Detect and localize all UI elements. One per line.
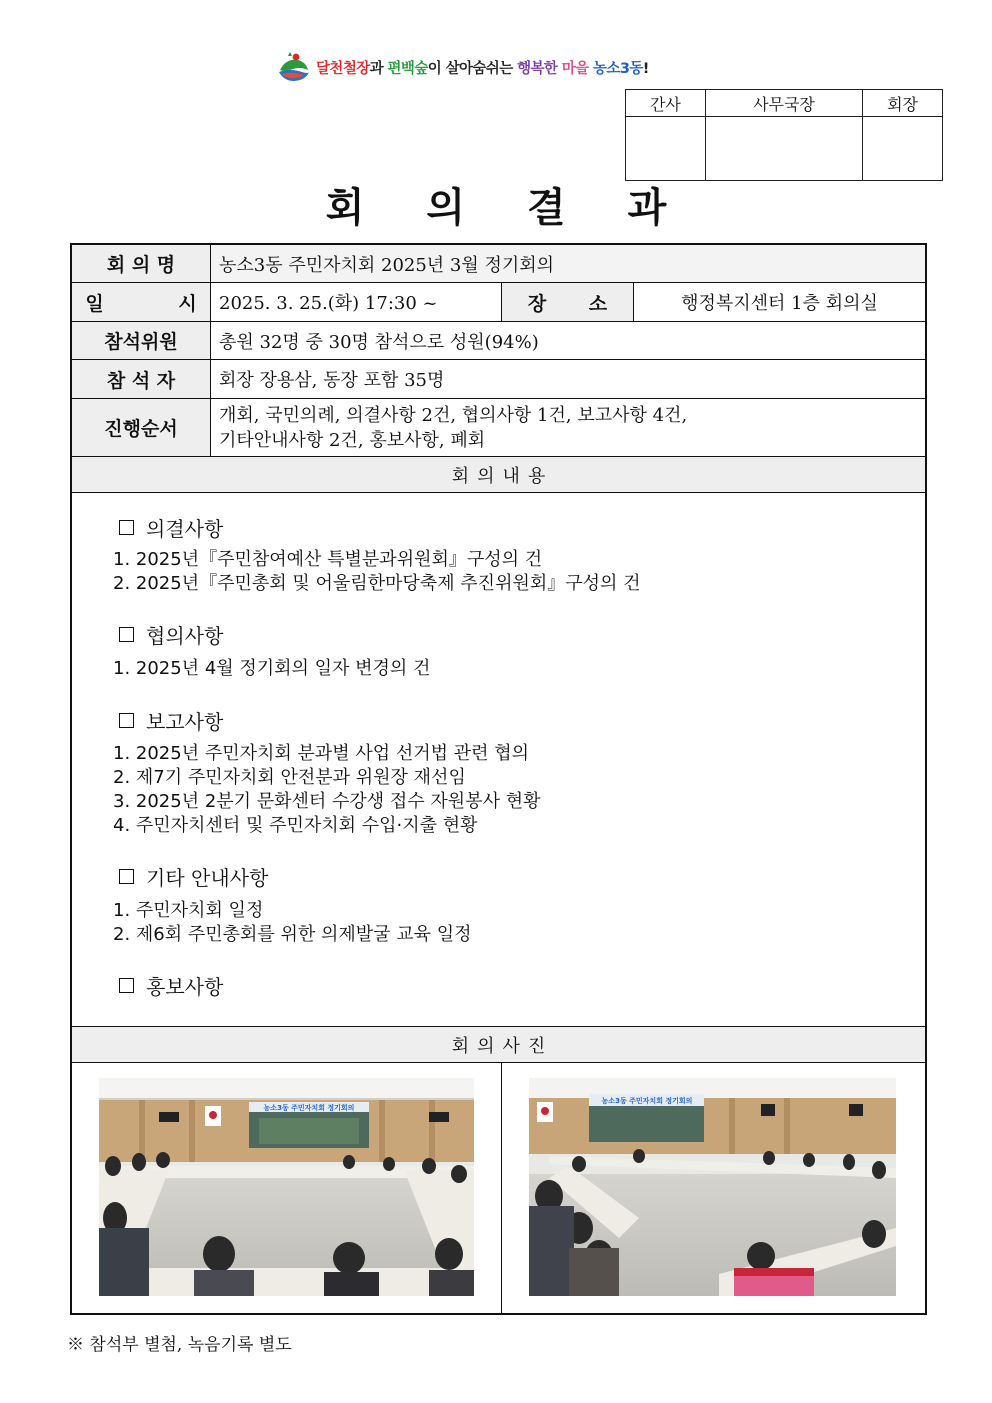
photo-cell-left: [72, 1063, 502, 1313]
row-participants: [72, 360, 925, 399]
checkbox-icon: [119, 978, 134, 993]
section-other: [119, 862, 268, 891]
slogan-part: !: [642, 60, 649, 77]
approval-sign-director[interactable]: [705, 117, 862, 181]
photo-cell-right: [502, 1063, 925, 1313]
slogan-part: 과: [369, 60, 388, 77]
value-agenda-order: [211, 399, 925, 456]
list-item: 2. 2025년『주민총회 및 어울림한마당축제 추진위원회』구성의 건: [113, 573, 641, 594]
meeting-photos: [72, 1063, 925, 1313]
photo-banner-text: 농소3동 주민자치회 정기회의: [263, 1104, 355, 1112]
checkbox-icon: [119, 869, 134, 884]
approval-header-secretary: 간사: [626, 90, 706, 117]
checkbox-icon: [119, 520, 134, 535]
agenda-order-line: 기타안내사항 2건, 홍보사항, 폐회: [219, 429, 486, 451]
value-meeting-name: 농소3동 주민자치회 2025년 3월 정기회의: [211, 245, 925, 282]
approval-box: [625, 89, 943, 181]
label-participants: 참 석 자: [72, 360, 211, 398]
value-attendance: 총원 32명 중 30명 참석으로 성원(94%): [219, 331, 539, 353]
section-title: 협의사항: [146, 624, 224, 648]
footnote: ※ 참석부 별첨, 녹음기록 별도: [67, 1335, 292, 1355]
list-item: 1. 2025년 주민자치회 분과별 사업 선거법 관련 협의: [113, 743, 530, 764]
section-header-content: 회의내용: [72, 457, 925, 493]
list-item: 1. 2025년 4월 정기회의 일자 변경의 건: [113, 658, 431, 679]
approval-sign-chair[interactable]: [863, 117, 943, 181]
slogan-header: [276, 50, 649, 84]
row-agenda-order: [72, 399, 925, 457]
meeting-photo[interactable]: [529, 1078, 896, 1296]
slogan-part: 농소3동: [593, 60, 643, 77]
section-promo: [119, 971, 223, 1000]
value-place: 행정복지센터 1층 회의실: [681, 293, 878, 314]
section-consultation: [119, 620, 223, 649]
section-header-photos: 회의사진: [72, 1027, 925, 1063]
meeting-content: [72, 493, 925, 1027]
approval-header-chair: 회장: [863, 90, 943, 117]
list-item: 3. 2025년 2분기 문화센터 수강생 접수 자원봉사 현황: [113, 791, 541, 812]
section-report: [119, 706, 223, 735]
slogan-part: 마을: [561, 60, 594, 77]
label-agenda-order: 진행순서: [72, 399, 211, 456]
label-attendance: 참석위원: [72, 322, 211, 359]
section-title: 의결사항: [146, 517, 224, 541]
slogan-text: [316, 57, 649, 78]
photo-banner-text: 농소3동 주민자치회 정기회의: [601, 1097, 693, 1105]
label-place: [502, 283, 634, 321]
slogan-part: 이 살아숨쉬는: [427, 60, 518, 77]
meeting-photo[interactable]: [99, 1078, 474, 1296]
section-title: 기타 안내사항: [146, 866, 269, 890]
list-item: 2. 제7기 주민자치회 안전분과 위원장 재선임: [113, 767, 466, 788]
list-item: 1. 주민자치회 일정: [113, 900, 264, 921]
approval-sign-secretary[interactable]: [626, 117, 706, 181]
list-item: 1. 2025년『주민참여예산 특별분과위원회』구성의 건: [113, 549, 543, 570]
value-date: 2025. 3. 25.(화) 17:30 ~: [211, 283, 502, 321]
list-item: 4. 주민자치센터 및 주민자치회 수입·지출 현황: [113, 815, 478, 836]
value-participants: 회장 장용삼, 동장 포함 35명: [219, 370, 445, 391]
section-title: 보고사항: [146, 710, 224, 734]
label-date-text: 일 시: [85, 292, 231, 315]
section-resolution: [119, 513, 223, 542]
row-meeting-name: [72, 245, 925, 283]
document-title: 회의결과: [325, 184, 729, 231]
meeting-result-table: [70, 243, 927, 1315]
checkbox-icon: [119, 627, 134, 642]
label-place-text: 장 소: [527, 292, 626, 315]
agenda-order-line: 개회, 국민의례, 의결사항 2건, 협의사항 1건, 보고사항 4건,: [219, 404, 688, 426]
checkbox-icon: [119, 713, 134, 728]
label-meeting-name: 회 의 명: [72, 245, 211, 282]
row-attendance: [72, 322, 925, 360]
row-date-place: [72, 283, 925, 322]
approval-header-director: 사무국장: [705, 90, 862, 117]
label-date: [72, 283, 231, 321]
village-logo-icon: [276, 50, 312, 84]
section-title: 홍보사항: [146, 975, 224, 999]
slogan-part: 행복한: [517, 60, 562, 77]
slogan-part: 편백숲: [387, 60, 428, 77]
slogan-part: 달천철장: [316, 60, 370, 77]
list-item: 2. 제6회 주민총회를 위한 의제발굴 교육 일정: [113, 924, 472, 945]
